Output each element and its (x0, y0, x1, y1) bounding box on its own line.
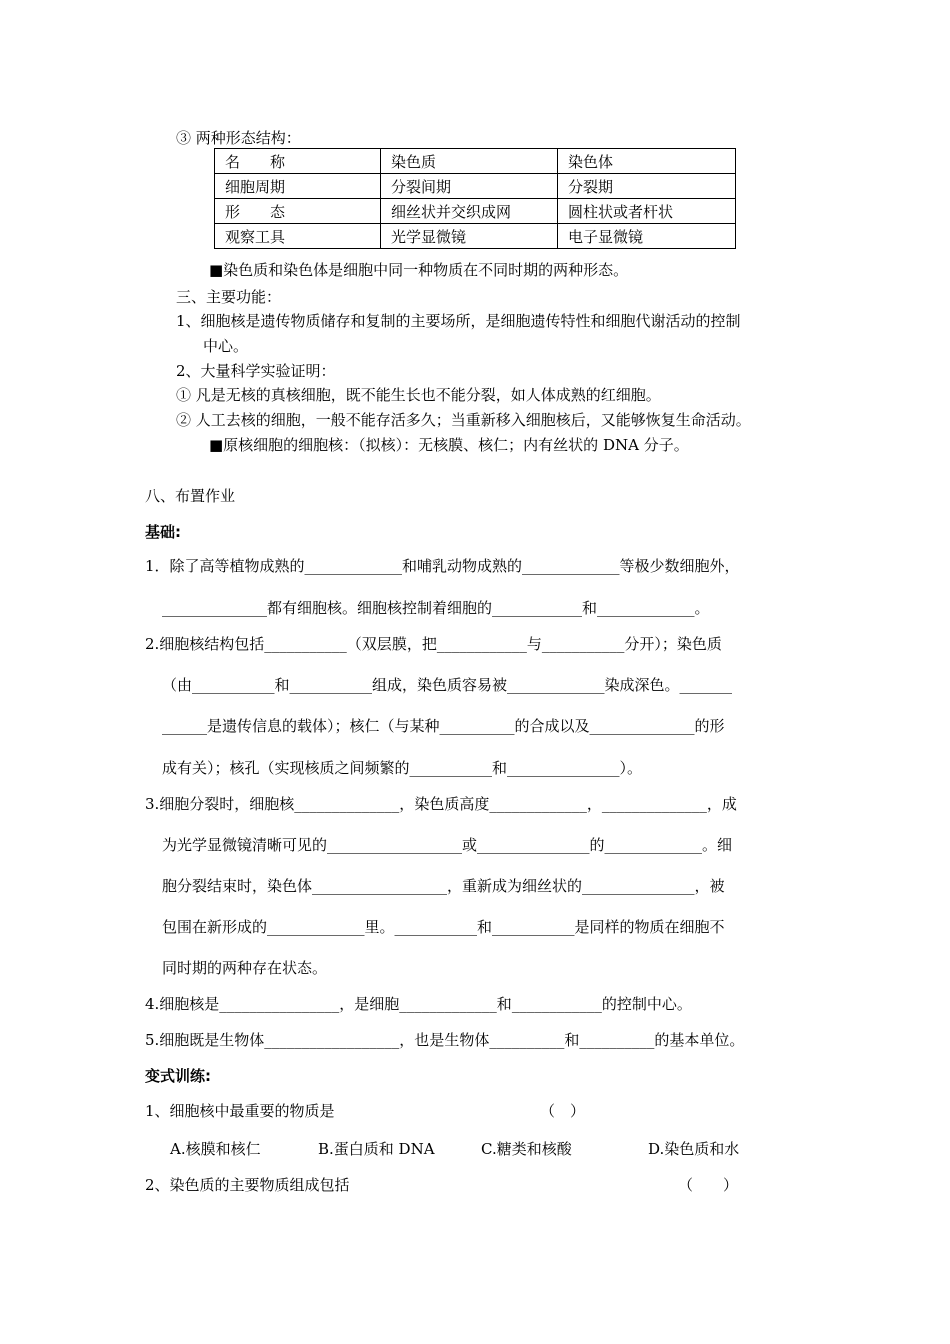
question-2-line-4: 成有关）；核孔（实现核质之间频繁的___________和_______________）。 (162, 759, 643, 777)
question-3-line-3: 胞分裂结束时，染色体__________________，重新成为细丝状的_______________，被 (162, 877, 725, 895)
table-cell: 分裂期 (558, 174, 736, 199)
table-row (215, 224, 736, 249)
table-cell: 光学显微镜 (381, 224, 558, 249)
table-cell: 名 称 (215, 149, 381, 174)
mc-option-b: B.蛋白质和 DNA (318, 1140, 435, 1158)
table-cell: 圆柱状或者杆状 (558, 199, 736, 224)
basic-label: 基础: (145, 523, 181, 541)
question-1-line-2: ______________都有细胞核。细胞核控制着细胞的____________和_____________。 (162, 599, 710, 617)
table-cell: 染色质 (381, 149, 558, 174)
question-2-line-2: （由___________和___________组成，染色质容易被_____________染成深色。_______ (162, 676, 733, 694)
mc-question-1: 1、细胞核中最重要的物质是 (145, 1102, 335, 1120)
table-cell: 细丝状并交织成网 (381, 199, 558, 224)
mc-option-a: A.核膜和核仁 (170, 1140, 261, 1158)
variant-label: 变式训练: (145, 1067, 211, 1085)
homework-heading: 八、布置作业 (145, 487, 236, 505)
table-cell: 电子显微镜 (558, 224, 736, 249)
prokaryote-note: ■原核细胞的细胞核：（拟核）：无核膜、核仁；内有丝状的 DNA 分子。 (209, 436, 689, 454)
table-cell: 染色体 (558, 149, 736, 174)
table-cell: 细胞周期 (215, 174, 381, 199)
table-cell: 分裂间期 (381, 174, 558, 199)
table-cell: 形 态 (215, 199, 381, 224)
morphology-table (214, 148, 736, 249)
question-2-line-1: 2.细胞核结构包括___________（双层膜，把____________与___________分开）；染色质 (145, 635, 722, 653)
question-3-line-5: 同时期的两种存在状态。 (162, 959, 328, 977)
mc-question-1-answer-blank: （ ） (540, 1102, 586, 1120)
table-row (215, 149, 736, 174)
mc-question-2-answer-blank: （ ） (678, 1176, 739, 1194)
table-row (215, 174, 736, 199)
morphology-note: ■染色质和染色体是细胞中同一种物质在不同时期的两种形态。 (209, 261, 629, 279)
function-sub-1: ① 凡是无核的真核细胞，既不能生长也不能分裂，如人体成熟的红细胞。 (176, 386, 661, 404)
question-3-line-1: 3.细胞分裂时，细胞核______________，染色质高度_____________，______________，成 (145, 795, 737, 813)
question-2-line-3: ______是遗传信息的载体）；核仁（与某种__________的合成以及______________的形 (162, 717, 725, 735)
function-item-2: 2、大量科学实验证明： (176, 362, 336, 380)
question-5: 5.细胞既是生物体__________________，也是生物体__________和__________的基本单位。 (145, 1031, 745, 1049)
mc-option-d: D.染色质和水 (648, 1140, 740, 1158)
functions-heading: 三、主要功能： (176, 288, 282, 306)
question-3-line-4: 包围在新形成的_____________里。___________和___________是同样的物质在细胞不 (162, 918, 725, 936)
table-cell: 观察工具 (215, 224, 381, 249)
mc-option-c: C.糖类和核酸 (481, 1140, 572, 1158)
function-item-1-cont: 中心。 (203, 337, 249, 355)
section-heading-morphology: ③ 两种形态结构： (176, 129, 301, 147)
function-item-1: 1、细胞核是遗传物质储存和复制的主要场所，是细胞遗传特性和细胞代谢活动的控制 (176, 312, 741, 330)
question-4: 4.细胞核是________________，是细胞_____________和____________的控制中心。 (145, 995, 692, 1013)
question-1-line-1: 1．除了高等植物成熟的_____________和哺乳动物成熟的_____________等极少数细胞外， (145, 557, 740, 575)
table-row (215, 199, 736, 224)
mc-question-2: 2、染色质的主要物质组成包括 (145, 1176, 350, 1194)
function-sub-2: ② 人工去核的细胞，一般不能存活多久；当重新移入细胞核后，又能够恢复生命活动。 (176, 411, 751, 429)
question-3-line-2: 为光学显微镜清晰可见的__________________或_______________的_____________。细 (162, 836, 733, 854)
